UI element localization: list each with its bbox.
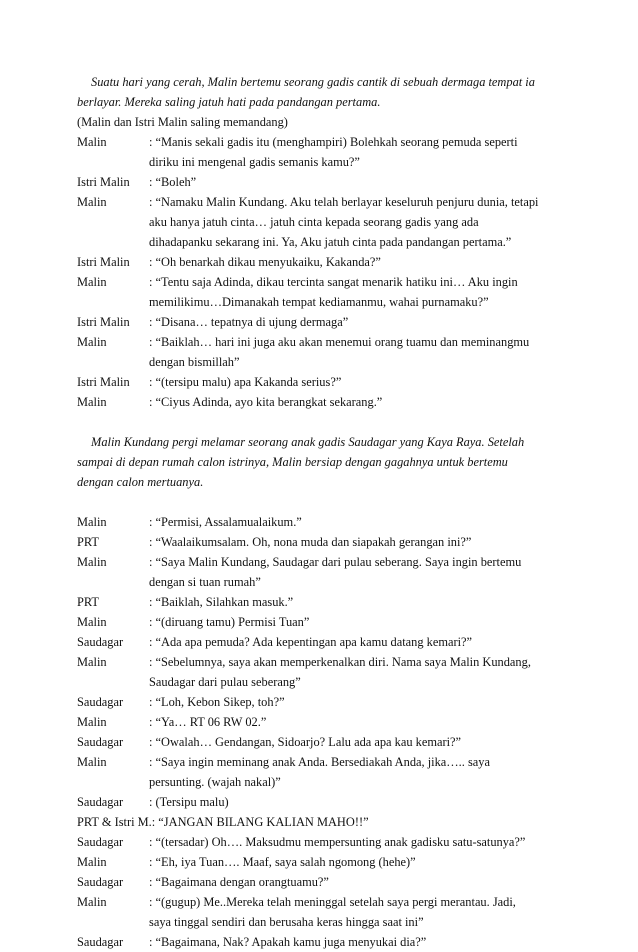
- dialog-line: : “Sebelumnya, saya akan memperkenalkan diri. Nama saya Malin Kundang,: [149, 655, 531, 669]
- dialog-row: [77, 552, 568, 592]
- dialog-line: : “Ada apa pemuda? Ada kepentingan apa kamu datang kemari?”: [149, 635, 473, 649]
- dialog-line: : “Bagaimana, Nak? Apakah kamu juga menyukai dia?”: [149, 935, 427, 949]
- dialog-line: : “Ciyus Adinda, ayo kita berangkat sekarang.”: [149, 395, 383, 409]
- speaker-name: Saudagar: [77, 935, 124, 949]
- dialog-line: : “Manis sekali gadis itu (menghampiri) Bolehkah seorang pemuda seperti: [149, 135, 518, 149]
- dialog-row: [77, 872, 568, 892]
- dialog-line: : “Eh, iya Tuan…. Maaf, saya salah ngomong (hehe)”: [149, 855, 416, 869]
- dialog-text: [149, 872, 568, 892]
- dialog-line: : “Baiklah, Silahkan masuk.”: [149, 595, 294, 609]
- dialog-line: : “Waalaikumsalam. Oh, nona muda dan siapakah gerangan ini?”: [149, 535, 472, 549]
- narration-line: dengan calon mertuanya.: [77, 475, 204, 489]
- dialog-row: [77, 832, 568, 852]
- speaker-name: Malin: [77, 275, 107, 289]
- narration-paragraph-1: [77, 72, 568, 112]
- dialog-text: [149, 332, 568, 372]
- dialog-row: [77, 652, 568, 692]
- dialog-row: [77, 132, 568, 172]
- dialog-line: : “Baiklah… hari ini juga aku akan menemui orang tuamu dan meminangmu: [149, 335, 530, 349]
- dialog-text: [149, 552, 568, 592]
- narration-paragraph-2: [77, 432, 568, 492]
- dialog-text: [149, 532, 568, 552]
- dialog-text: [149, 312, 568, 332]
- dialog-line: dengan si tuan rumah”: [149, 575, 261, 589]
- dialog-row: [77, 372, 568, 392]
- dialog-line: : “Saya Malin Kundang, Saudagar dari pulau seberang. Saya ingin bertemu: [149, 555, 522, 569]
- dialog-row: [77, 752, 568, 792]
- speaker-name: Malin: [77, 615, 107, 629]
- dialog-text: [149, 712, 568, 732]
- dialog-line: : “Disana… tepatnya di ujung dermaga”: [149, 315, 349, 329]
- speaker-name: Saudagar: [77, 635, 124, 649]
- dialog-row: [77, 612, 568, 632]
- dialog-row: [77, 732, 568, 752]
- dialog-line: memilikimu…Dimanakah tempat kediamanmu, wahai purnamaku?”: [149, 295, 489, 309]
- dialog-row: [77, 712, 568, 732]
- dialog-line: : “Permisi, Assalamualaikum.”: [149, 515, 302, 529]
- dialog-row: [77, 812, 568, 832]
- stage-direction: (Malin dan Istri Malin saling memandang): [77, 115, 288, 129]
- dialog-line: : “Ya… RT 06 RW 02.”: [149, 715, 267, 729]
- speaker-name: Saudagar: [77, 735, 124, 749]
- dialog-text: [149, 752, 568, 792]
- spacer: [77, 492, 568, 512]
- speaker-name: Malin: [77, 895, 107, 909]
- dialog-line: diriku ini mengenal gadis semanis kamu?”: [149, 155, 360, 169]
- speaker-name: Saudagar: [77, 875, 124, 889]
- speaker-name: Malin: [77, 655, 107, 669]
- speaker-name: Saudagar: [77, 695, 124, 709]
- dialog-row: [77, 272, 568, 312]
- dialog-block-2: [77, 512, 568, 812]
- dialog-text: : “JANGAN BILANG KALIAN MAHO!!”: [151, 815, 369, 829]
- dialog-block-1: [77, 132, 568, 412]
- speaker-name: Malin: [77, 395, 107, 409]
- dialog-line: aku hanya jatuh cinta… jatuh cinta kepada seorang gadis yang ada: [149, 215, 479, 229]
- dialog-line: : “(tersipu malu) apa Kakanda serius?”: [149, 375, 342, 389]
- dialog-row: [77, 532, 568, 552]
- dialog-text: [149, 852, 568, 872]
- dialog-row: [77, 852, 568, 872]
- dialog-row: [77, 792, 568, 812]
- dialog-line: : “Oh benarkah dikau menyukaiku, Kakanda?”: [149, 255, 381, 269]
- dialog-text: [149, 692, 568, 712]
- speaker-name: Istri Malin: [77, 315, 130, 329]
- dialog-line: dihadapanku sekarang ini. Ya, Aku jatuh cinta pada pandangan pertama.”: [149, 235, 512, 249]
- dialog-line: : “Saya ingin meminang anak Anda. Bersediakah Anda, jika….. saya: [149, 755, 490, 769]
- dialog-text: [149, 132, 568, 172]
- speaker-name: PRT & Istri M.: [77, 815, 152, 829]
- dialog-row: [77, 512, 568, 532]
- speaker-name: Istri Malin: [77, 255, 130, 269]
- dialog-text: [149, 512, 568, 532]
- dialog-row: [77, 192, 568, 252]
- dialog-text: [149, 652, 568, 692]
- dialog-line: : “Bagaimana dengan orangtuamu?”: [149, 875, 329, 889]
- dialog-line: saya tinggal sendiri dan berusaha keras hingga saat ini”: [149, 915, 424, 929]
- dialog-line: : “(gugup) Me..Mereka telah meninggal setelah saya pergi merantau. Jadi,: [149, 895, 516, 909]
- dialog-row: [77, 172, 568, 192]
- speaker-name: Malin: [77, 195, 107, 209]
- narration-line: sampai di depan rumah calon istrinya, Malin bersiap dengan gagahnya untuk bertemu: [77, 455, 508, 469]
- dialog-row: [77, 312, 568, 332]
- dialog-line: Saudagar dari pulau seberang”: [149, 675, 301, 689]
- dialog-line: : “(diruang tamu) Permisi Tuan”: [149, 615, 310, 629]
- speaker-name: Malin: [77, 555, 107, 569]
- dialog-text: [149, 832, 568, 852]
- dialog-line: : “Loh, Kebon Sikep, toh?”: [149, 695, 285, 709]
- dialog-row: [77, 632, 568, 652]
- dialog-row: [77, 592, 568, 612]
- speaker-name: PRT: [77, 595, 99, 609]
- dialog-line: : “Boleh”: [149, 175, 197, 189]
- dialog-text: [149, 372, 568, 392]
- dialog-text: [149, 272, 568, 312]
- dialog-text: [149, 892, 568, 932]
- dialog-row: [77, 932, 568, 952]
- dialog-text: [149, 392, 568, 412]
- dialog-text: [149, 172, 568, 192]
- dialog-line: : “Tentu saja Adinda, dikau tercinta sangat menarik hatiku ini… Aku ingin: [149, 275, 518, 289]
- dialog-line: persunting. (wajah nakal)”: [149, 775, 281, 789]
- speaker-name: Saudagar: [77, 795, 124, 809]
- dialog-row: [77, 332, 568, 372]
- narration-line: berlayar. Mereka saling jatuh hati pada pandangan pertama.: [77, 95, 381, 109]
- speaker-name: Malin: [77, 755, 107, 769]
- dialog-text: [149, 592, 568, 612]
- dialog-text: [149, 192, 568, 252]
- dialog-line: : (Tersipu malu): [149, 795, 229, 809]
- dialog-line: dengan bismillah”: [149, 355, 240, 369]
- narration-line: Malin Kundang pergi melamar seorang anak gadis Saudagar yang Kaya Raya. Setelah: [91, 435, 525, 449]
- dialog-row: [77, 692, 568, 712]
- dialog-row: [77, 892, 568, 932]
- speaker-name: Malin: [77, 515, 107, 529]
- dialog-text: [149, 632, 568, 652]
- speaker-name: Saudagar: [77, 835, 124, 849]
- speaker-name: Istri Malin: [77, 375, 130, 389]
- dialog-text: [149, 932, 568, 952]
- speaker-name: PRT: [77, 535, 99, 549]
- speaker-name: Malin: [77, 335, 107, 349]
- dialog-line: : “Namaku Malin Kundang. Aku telah berlayar keseluruh penjuru dunia, tetapi: [149, 195, 539, 209]
- speaker-name: Malin: [77, 715, 107, 729]
- dialog-block-4: [77, 832, 568, 952]
- dialog-text: [149, 732, 568, 752]
- dialog-row: [77, 392, 568, 412]
- speaker-name: Malin: [77, 135, 107, 149]
- dialog-line: : “(tersadar) Oh…. Maksudmu mempersunting anak gadisku satu-satunya?”: [149, 835, 526, 849]
- narration-line: Suatu hari yang cerah, Malin bertemu seorang gadis cantik di sebuah dermaga tempat ia: [91, 75, 535, 89]
- speaker-name: Malin: [77, 855, 107, 869]
- speaker-name: Istri Malin: [77, 175, 130, 189]
- dialog-line: : “Owalah… Gendangan, Sidoarjo? Lalu ada apa kau kemari?”: [149, 735, 462, 749]
- dialog-row: [77, 252, 568, 272]
- dialog-text: [149, 252, 568, 272]
- spacer: [77, 412, 568, 432]
- dialog-text: [149, 792, 568, 812]
- dialog-text: [149, 612, 568, 632]
